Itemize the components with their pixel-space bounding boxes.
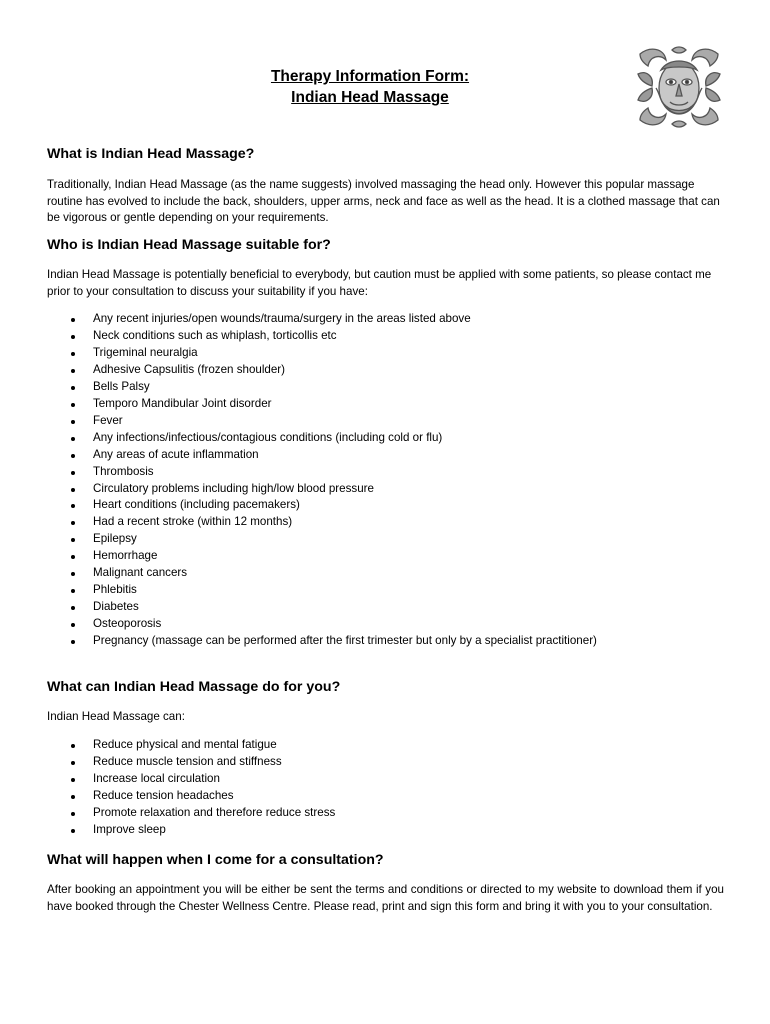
list-item: Improve sleep: [47, 822, 335, 839]
list-item: Any infections/infectious/contagious conditions (including cold or flu): [47, 430, 597, 447]
list-item: Diabetes: [47, 599, 597, 616]
contraindications-list: [47, 311, 597, 650]
list-item: Hemorrhage: [47, 548, 597, 565]
section-heading-suitable-for: Who is Indian Head Massage suitable for?: [47, 237, 331, 253]
page-title: [0, 66, 740, 108]
list-item: Malignant cancers: [47, 565, 597, 582]
section-body-suitable-for: Indian Head Massage is potentially beneficial to everybody, but caution must be applied with some patients, so please contact me prior to your consultation to discuss your suitability if you have:: [47, 268, 712, 298]
benefits-list: [47, 737, 335, 839]
list-item: Trigeminal neuralgia: [47, 345, 597, 362]
section-body-what-is: Traditionally, Indian Head Massage (as the name suggests) involved massaging the head only. However this popular massage routine has evolved to include the back, shoulders, upper arms, neck and face as well as the head. It is a clothed massage that can be vigorous or gentle depending on your requirements.: [47, 178, 720, 225]
list-item: Epilepsy: [47, 531, 597, 548]
green-man-foliage-logo-icon: [636, 44, 722, 130]
list-item: Temporo Mandibular Joint disorder: [47, 396, 597, 413]
list-item: Osteoporosis: [47, 616, 597, 633]
title-line-2: Indian Head Massage: [291, 89, 449, 106]
section-intro-benefits: Indian Head Massage can:: [47, 710, 185, 723]
list-item: Reduce physical and mental fatigue: [47, 737, 335, 754]
list-item: Fever: [47, 413, 597, 430]
list-item: Adhesive Capsulitis (frozen shoulder): [47, 362, 597, 379]
section-body-consultation: After booking an appointment you will be either be sent the terms and conditions or directed to my website to download them if you have booked through the Chester Wellness Centre. Please read, print and sign this form and bring it with you to your consultation.: [47, 883, 724, 913]
list-item: Thrombosis: [47, 464, 597, 481]
list-item: Reduce muscle tension and stiffness: [47, 754, 335, 771]
list-item: Promote relaxation and therefore reduce stress: [47, 805, 335, 822]
list-item: Phlebitis: [47, 582, 597, 599]
list-item: Had a recent stroke (within 12 months): [47, 514, 597, 531]
list-item: Bells Palsy: [47, 379, 597, 396]
list-item: Any recent injuries/open wounds/trauma/surgery in the areas listed above: [47, 311, 597, 328]
list-item: Increase local circulation: [47, 771, 335, 788]
list-item: Any areas of acute inflammation: [47, 447, 597, 464]
title-line-1: Therapy Information Form:: [270, 68, 470, 85]
section-heading-consultation: What will happen when I come for a consultation?: [47, 852, 384, 868]
section-heading-what-is: What is Indian Head Massage?: [47, 146, 255, 162]
list-item: Pregnancy (massage can be performed after the first trimester but only by a specialist practitioner): [47, 633, 597, 650]
list-item: Reduce tension headaches: [47, 788, 335, 805]
section-heading-benefits: What can Indian Head Massage do for you?: [47, 679, 341, 695]
list-item: Neck conditions such as whiplash, torticollis etc: [47, 328, 597, 345]
list-item: Circulatory problems including high/low blood pressure: [47, 481, 597, 498]
list-item: Heart conditions (including pacemakers): [47, 497, 597, 514]
